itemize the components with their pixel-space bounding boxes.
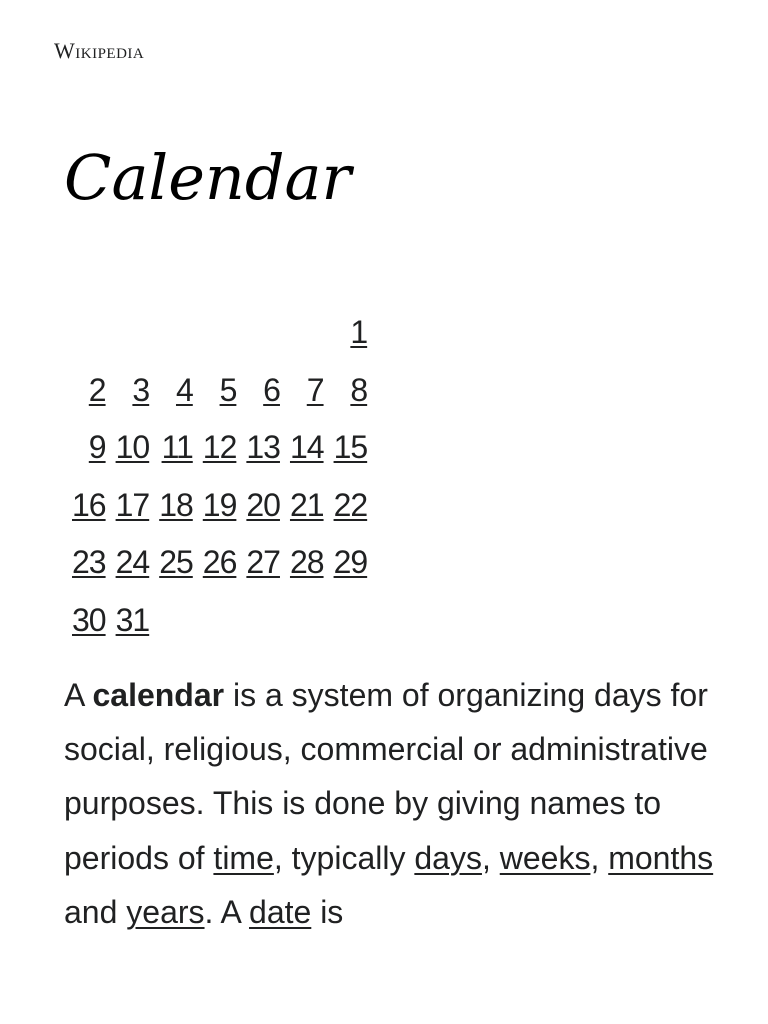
link-time[interactable]: time xyxy=(213,839,274,876)
calendar-day-link[interactable]: 15 xyxy=(333,429,368,466)
calendar-day-link[interactable]: 29 xyxy=(333,544,368,581)
bold-term-calendar: calendar xyxy=(92,677,225,713)
calendar-empty-cell xyxy=(282,304,326,362)
calendar-day-link[interactable]: 14 xyxy=(289,429,324,466)
calendar-day-link[interactable]: 24 xyxy=(115,544,150,581)
intro-text: A xyxy=(64,677,93,713)
calendar-day-link[interactable]: 27 xyxy=(246,544,280,581)
calendar-day-link[interactable]: 25 xyxy=(159,544,193,581)
calendar-day-link[interactable]: 3 xyxy=(132,371,150,408)
calendar-empty-cell xyxy=(195,304,239,362)
page-title: Calendar xyxy=(64,141,352,214)
intro-text: , xyxy=(481,839,500,876)
calendar-day-link[interactable]: 30 xyxy=(72,601,106,638)
calendar-day-link[interactable]: 19 xyxy=(202,486,237,523)
calendar-day-link[interactable]: 16 xyxy=(72,486,106,523)
intro-text: , xyxy=(590,839,609,876)
calendar-day-link[interactable]: 4 xyxy=(175,371,193,408)
calendar-day-link[interactable]: 23 xyxy=(72,544,106,581)
link-date[interactable]: date xyxy=(249,893,312,930)
calendar-day-link[interactable]: 13 xyxy=(246,429,280,466)
calendar-day-link[interactable]: 12 xyxy=(202,429,237,466)
link-weeks[interactable]: weeks xyxy=(499,839,591,876)
article-intro-paragraph xyxy=(64,668,714,939)
calendar-day-link[interactable]: 21 xyxy=(289,486,324,523)
calendar-day-link[interactable]: 18 xyxy=(159,486,193,523)
calendar-empty-cell xyxy=(238,304,282,362)
calendar-day-link[interactable]: 10 xyxy=(115,429,150,466)
intro-text: and xyxy=(64,893,127,930)
calendar-day-link[interactable]: 8 xyxy=(350,371,368,408)
calendar-empty-cell xyxy=(151,304,195,362)
calendar-day-link[interactable]: 11 xyxy=(161,429,193,466)
calendar-empty-cell xyxy=(108,304,152,362)
calendar-day-link[interactable]: 2 xyxy=(88,371,106,408)
calendar-day-link[interactable]: 31 xyxy=(115,601,150,638)
link-days[interactable]: days xyxy=(414,839,482,876)
intro-text: , typically xyxy=(273,839,415,876)
calendar-day-link[interactable]: 9 xyxy=(88,429,106,466)
calendar-month-grid xyxy=(64,304,369,650)
intro-text: is xyxy=(311,893,344,930)
link-months[interactable]: months xyxy=(608,839,714,876)
link-years[interactable]: years xyxy=(126,893,205,930)
calendar-day-link[interactable]: 7 xyxy=(306,371,324,408)
calendar-day-link[interactable]: 20 xyxy=(246,486,280,523)
calendar-day-link[interactable]: 17 xyxy=(115,486,150,523)
calendar-day-link[interactable]: 28 xyxy=(289,544,324,581)
calendar-day-link[interactable]: 6 xyxy=(263,371,280,408)
calendar-day-link[interactable]: 22 xyxy=(333,486,368,523)
calendar-day-link[interactable]: 26 xyxy=(202,544,237,581)
intro-text: . A xyxy=(204,893,250,930)
calendar-day-link[interactable]: 1 xyxy=(350,314,368,350)
calendar-empty-cell xyxy=(64,304,108,362)
wikipedia-wordmark[interactable]: Wikipedia xyxy=(54,38,145,63)
intro-text: is a system of organizing days for social, religious, commercial or administrative purposes. This is done by giving names to periods of xyxy=(64,677,708,876)
calendar-day-link[interactable]: 5 xyxy=(219,371,237,408)
